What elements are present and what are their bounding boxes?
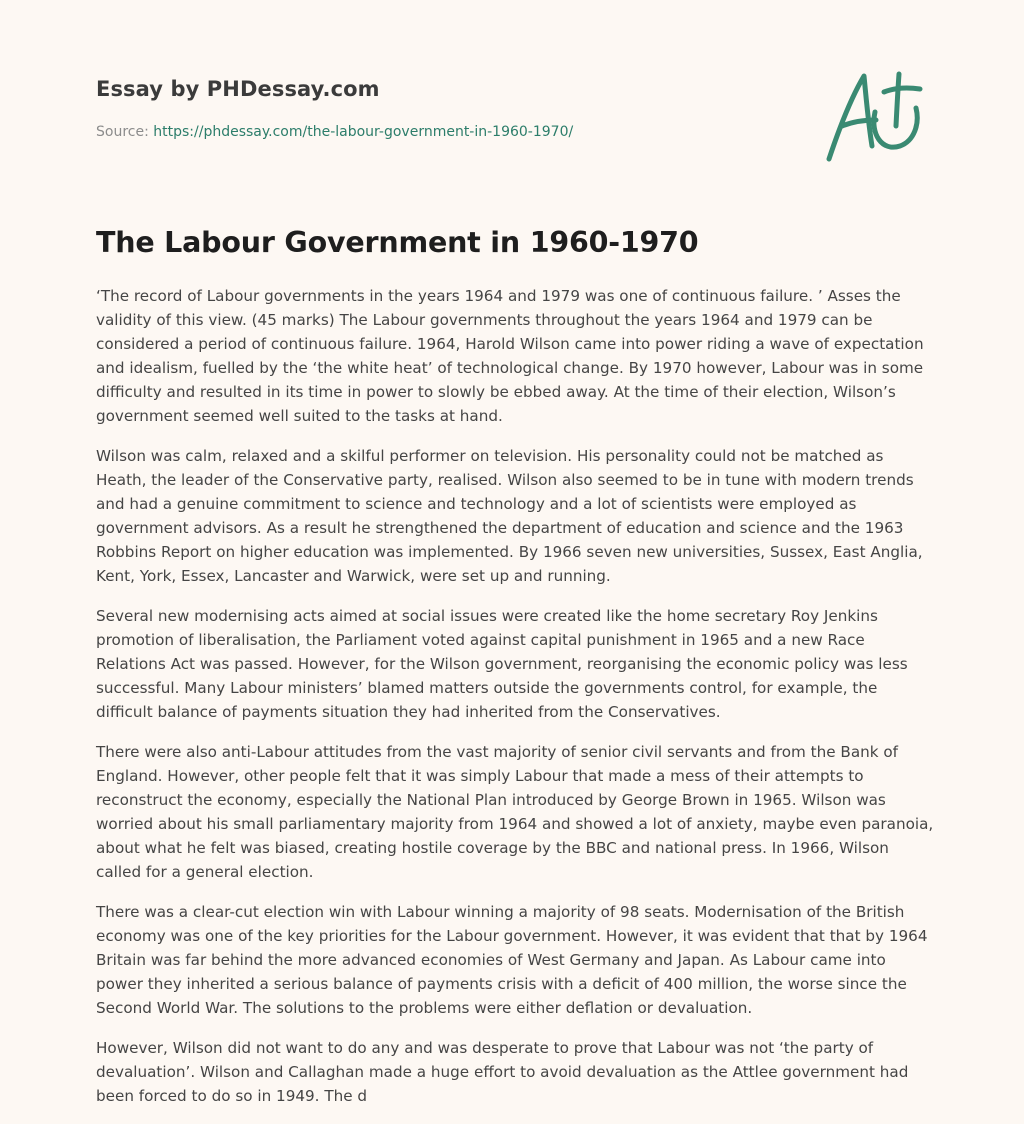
source-label: Source:	[96, 124, 149, 140]
paragraph: There was a clear-cut election win with Labour winning a majority of 98 seats. Modernisation of the British economy was one of the key priorities for the Labour government. However, it was evident that that by 1964 Britain was far behind the more advanced economies of West Germany and Japan. As Labour came into power they inherited a serious balance of payments crisis with a deficit of 400 million, the worse since the Second World War. The solutions to the problems were either deflation or devaluation.	[96, 903, 928, 1017]
article-body	[96, 284, 936, 1124]
paragraph: There were also anti-Labour attitudes from the vast majority of senior civil servants and from the Bank of England. However, other people felt that it was simply Labour that made a mess of their attempts to reconstruct the economy, especially the National Plan introduced by George Brown in 1965. Wilson was worried about his small parliamentary majority from 1964 and showed a lot of anxiety, maybe even paranoia, about what he felt was biased, creating hostile coverage by the BBC and national press. In 1966, Wilson called for a general election.	[96, 743, 934, 881]
a-plus-logo-icon	[820, 66, 930, 166]
paragraph: Wilson was calm, relaxed and a skilful performer on television. His personality could not be matched as Heath, the leader of the Conservative party, realised. Wilson also seemed to be in tune with modern trends and had a genuine commitment to science and technology and a lot of scientists were employed as government advisors. As a result he strengthened the department of education and science and the 1963 Robbins Report on higher education was implemented. By 1966 seven new universities, Sussex, East Anglia, Kent, York, Essex, Lancaster and Warwick, were set up and running.	[96, 447, 923, 585]
site-brand: Essay by PHDessay.com	[96, 77, 380, 101]
article-title: The Labour Government in 1960-1970	[96, 226, 699, 259]
source-line	[96, 124, 573, 140]
source-link[interactable]: https://phdessay.com/the-labour-government-in-1960-1970/	[153, 124, 574, 140]
paragraph: Several new modernising acts aimed at social issues were created like the home secretary Roy Jenkins promotion of liberalisation, the Parliament voted against capital punishment in 1965 and a new Race Relations Act was passed. However, for the Wilson government, reorganising the economic policy was less successful. Many Labour ministers’ blamed matters outside the governments control, for example, the difficult balance of payments situation they had inherited from the Conservatives.	[96, 607, 908, 721]
paragraph: However, Wilson did not want to do any and was desperate to prove that Labour was not ‘the party of devaluation’. Wilson and Callaghan made a huge effort to avoid devaluation as the Attlee government had been forced to do so in 1949. The d	[96, 1039, 909, 1105]
paragraph: ‘The record of Labour governments in the years 1964 and 1979 was one of continuous failure. ’ Asses the validity of this view. (45 marks) The Labour governments throughout the years 1964 and 1979 can be considered a period of continuous failure. 1964, Harold Wilson came into power riding a wave of expectation and idealism, fuelled by the ‘the white heat’ of technological change. By 1970 however, Labour was in some difficulty and resulted in its time in power to slowly be ebbed away. At the time of their election, Wilson’s government seemed well suited to the tasks at hand.	[96, 287, 924, 425]
